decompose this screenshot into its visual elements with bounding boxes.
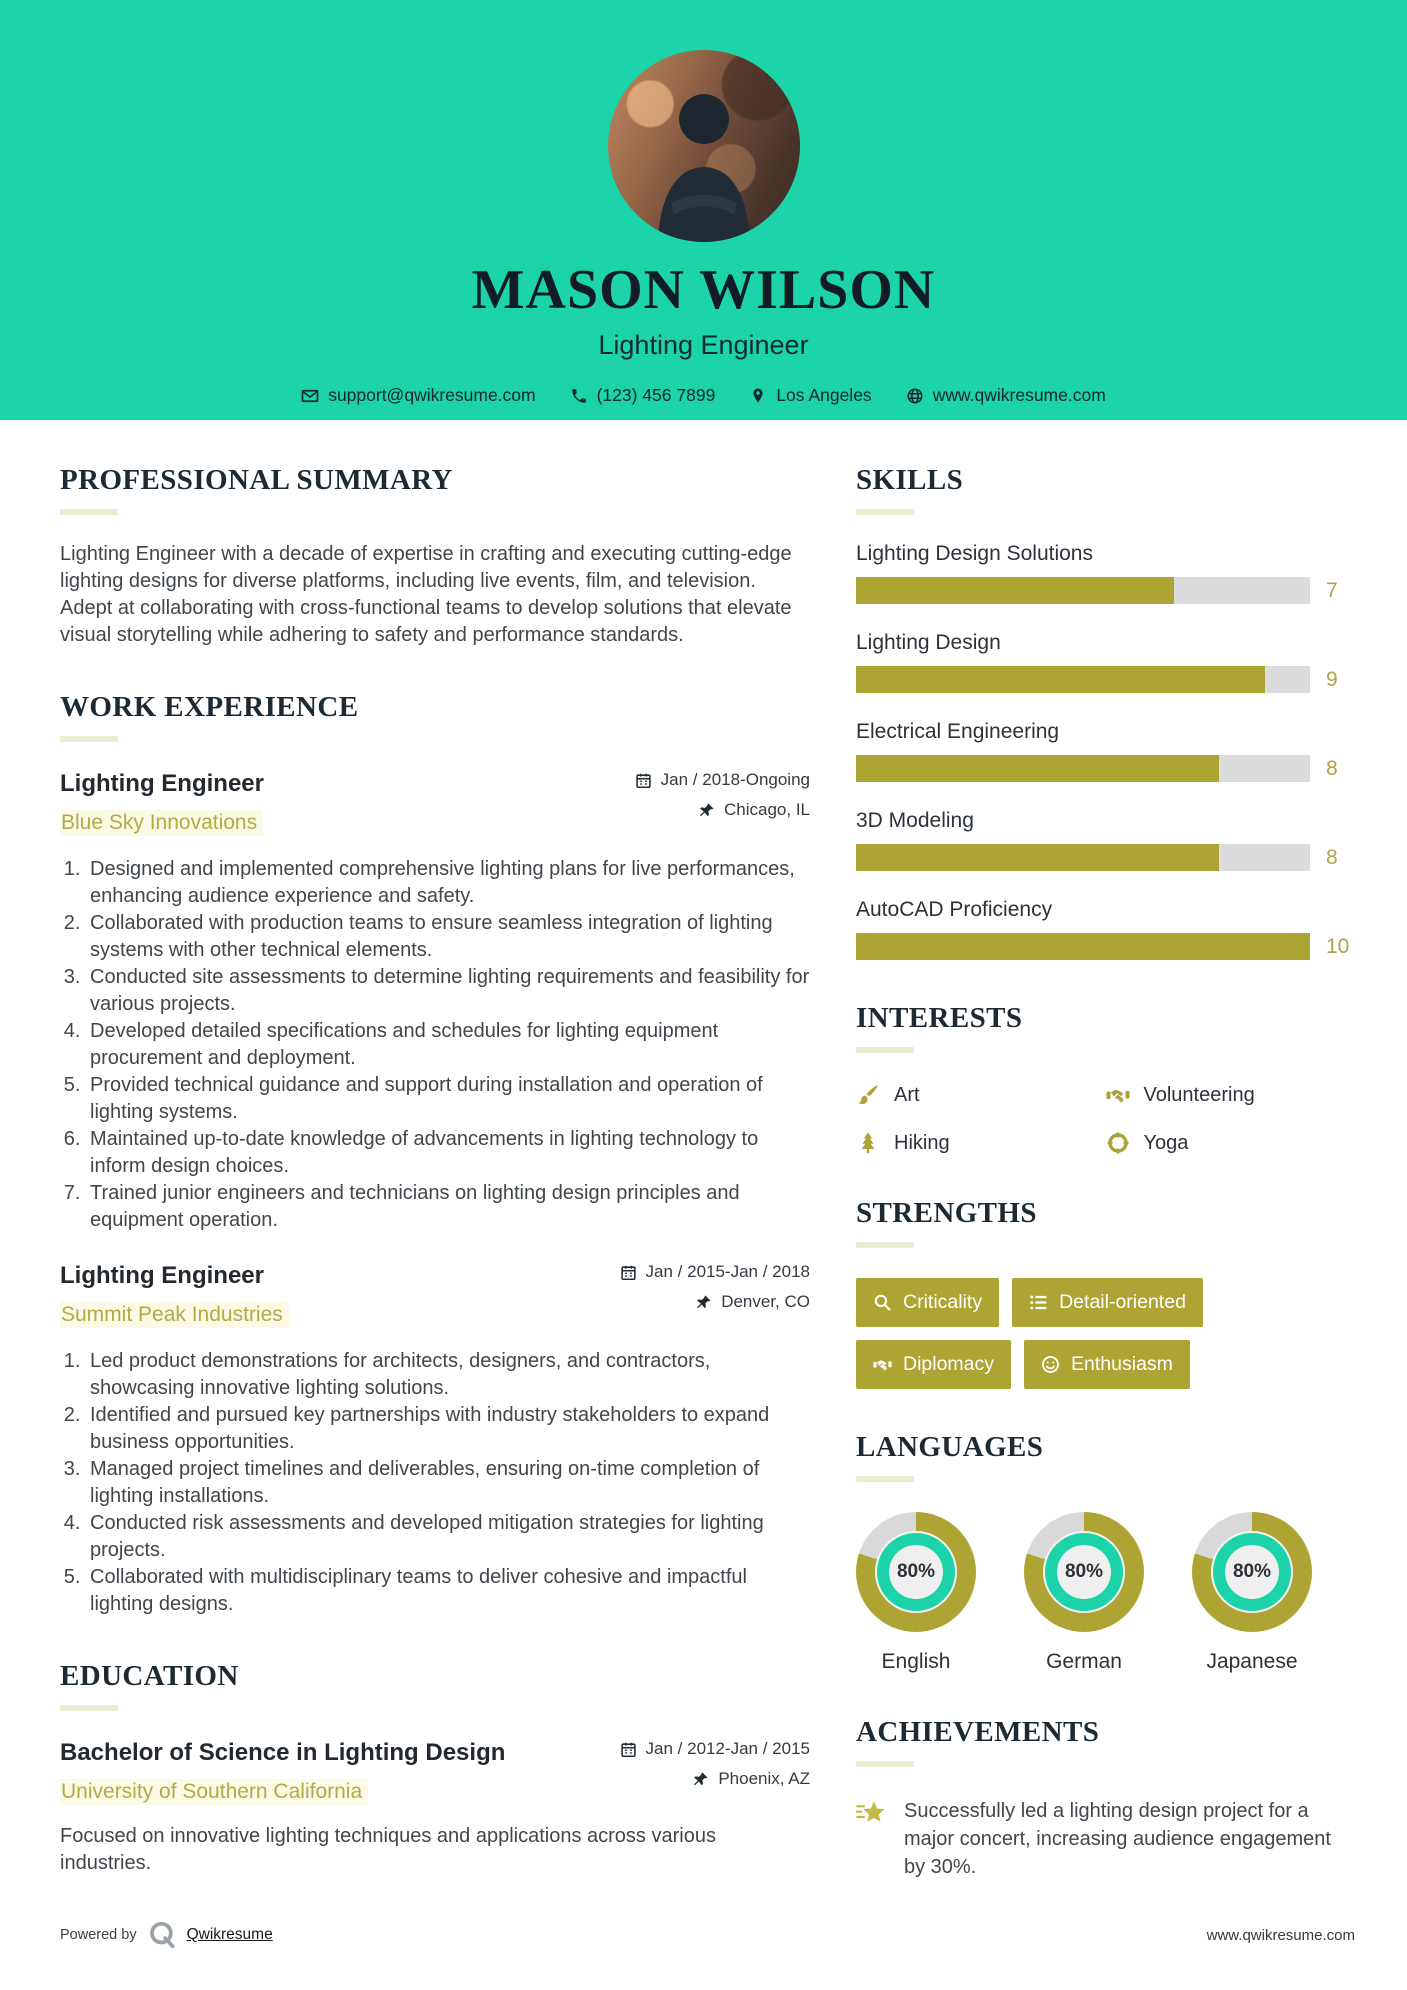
pushpin-icon	[695, 1294, 712, 1311]
pushpin-icon	[698, 802, 715, 819]
right-column	[856, 464, 1355, 1881]
phone-icon	[570, 387, 588, 405]
skills-list	[856, 542, 1355, 960]
strength-label: Enthusiasm	[1071, 1353, 1173, 1375]
footer	[60, 1920, 1355, 1950]
person-silhouette	[608, 50, 800, 242]
contact-text: Los Angeles	[776, 385, 872, 405]
skill-bar-fill	[856, 577, 1174, 604]
job-bullet: 1. Designed and implemented comprehensive lighting plans for live performances, enhancing audience experience and safety.	[86, 856, 810, 910]
contact-item[interactable]	[570, 385, 716, 406]
job-dates: Jan / 2018-Ongoing	[660, 770, 810, 789]
skills-section	[856, 464, 1355, 960]
interest-label: Yoga	[1143, 1131, 1189, 1154]
skill-bar-track	[856, 666, 1310, 693]
strength-label: Diplomacy	[903, 1353, 995, 1375]
languages-section	[856, 1431, 1355, 1674]
language-label: English	[881, 1650, 951, 1673]
summary-text: Lighting Engineer with a decade of expertise in crafting and executing cutting-edge lighting designs for diverse platforms, including live events, film, and television. Adept at collaborating with cross-functional teams to develop solutions that elevate visual storytelling while adhering to safety and performance standards.	[60, 543, 792, 646]
list-icon	[1029, 1293, 1048, 1312]
company-name: Summit Peak Industries	[60, 1302, 289, 1328]
section-heading: STRENGTHS	[856, 1197, 1037, 1229]
skill-bar-track	[856, 933, 1310, 960]
donut-inner-ring	[875, 1531, 957, 1613]
job-bullet: 2. Identified and pursued key partnerships with industry stakeholders to expand business opportunities.	[86, 1402, 810, 1456]
language-label: Japanese	[1206, 1650, 1298, 1673]
donut-inner-ring	[1043, 1531, 1125, 1613]
education-section	[60, 1660, 810, 1877]
job-bullet: 3. Managed project timelines and deliverables, ensuring on-time completion of lighting installations.	[86, 1456, 810, 1510]
handshake-icon	[873, 1355, 892, 1374]
interest-item	[1106, 1131, 1356, 1155]
job-bullet: 4. Developed detailed specifications and schedules for lighting equipment procurement and deployment.	[86, 1018, 810, 1072]
strength-badge	[856, 1340, 1011, 1389]
contact-item[interactable]	[749, 385, 871, 406]
job-bullet: 2. Collaborated with production teams to ensure seamless integration of lighting systems with other technical elements.	[86, 910, 810, 964]
job-bullet: 1. Led product demonstrations for architects, designers, and contractors, showcasing innovative lighting solutions.	[86, 1348, 810, 1402]
skill-bar-fill	[856, 844, 1219, 871]
job-dates: Jan / 2015-Jan / 2018	[645, 1262, 810, 1281]
heading-underline	[856, 509, 914, 515]
skill-item	[856, 542, 1355, 604]
skill-name: Electrical Engineering	[856, 720, 1060, 743]
skill-name: 3D Modeling	[856, 809, 974, 832]
job-location: Denver, CO	[721, 1292, 810, 1311]
candidate-title: Lighting Engineer	[598, 330, 809, 360]
job-bullet: 6. Maintained up-to-date knowledge of advancements in lighting technology to inform design choices.	[86, 1126, 810, 1180]
calendar-icon	[620, 1264, 637, 1281]
education-location: Phoenix, AZ	[718, 1769, 810, 1788]
language-item	[856, 1512, 976, 1674]
paintbrush-icon	[856, 1083, 880, 1107]
header	[0, 0, 1407, 420]
left-column	[60, 464, 810, 1881]
skill-value: 7	[1326, 578, 1338, 602]
globe-icon	[906, 387, 924, 405]
language-label: German	[1046, 1650, 1122, 1673]
experience-section	[60, 691, 810, 1618]
skill-name: Lighting Design Solutions	[856, 542, 1093, 565]
language-percent: 80%	[889, 1545, 943, 1599]
heading-underline	[856, 1242, 914, 1248]
calendar-icon	[635, 772, 652, 789]
heading-underline	[60, 509, 118, 515]
contact-text: www.qwikresume.com	[932, 385, 1106, 405]
skill-bar-fill	[856, 933, 1310, 960]
achievement-item	[856, 1797, 1355, 1881]
language-item	[1024, 1512, 1144, 1674]
skill-name: AutoCAD Proficiency	[856, 898, 1053, 921]
handshake-icon	[1106, 1083, 1130, 1107]
heading-underline	[856, 1761, 914, 1767]
skill-value: 8	[1326, 756, 1338, 780]
job-bullets	[60, 856, 810, 1234]
pushpin-icon	[692, 1771, 709, 1788]
calendar-icon	[620, 1741, 637, 1758]
interests-section	[856, 1002, 1355, 1155]
contact-text: support@qwikresume.com	[328, 385, 536, 405]
summary-section	[60, 464, 810, 649]
languages-list	[856, 1512, 1355, 1674]
strength-badge	[856, 1278, 999, 1327]
location-icon	[749, 387, 767, 405]
job-title: Lighting Engineer	[60, 1262, 264, 1289]
section-heading: INTERESTS	[856, 1002, 1023, 1034]
job-bullet: 4. Conducted risk assessments and developed mitigation strategies for lighting projects.	[86, 1510, 810, 1564]
job-entry	[60, 1262, 810, 1618]
interest-item	[856, 1131, 1106, 1155]
interests-list	[856, 1083, 1355, 1155]
skill-value: 8	[1326, 845, 1338, 869]
job-bullet: 3. Conducted site assessments to determine lighting requirements and feasibility for various projects.	[86, 964, 810, 1018]
skill-name: Lighting Design	[856, 631, 1001, 654]
section-heading: WORK EXPERIENCE	[60, 691, 359, 723]
section-heading: ACHIEVEMENTS	[856, 1716, 1100, 1748]
job-entry	[60, 770, 810, 1234]
footer-website: www.qwikresume.com	[1206, 1926, 1355, 1944]
language-donut-chart	[856, 1512, 976, 1632]
star-icon	[856, 1797, 888, 1829]
heading-underline	[60, 736, 118, 742]
strength-label: Detail-oriented	[1059, 1291, 1186, 1313]
language-donut-chart	[1192, 1512, 1312, 1632]
education-description: Focused on innovative lighting techniques and applications across various industries.	[60, 1825, 716, 1874]
interest-label: Volunteering	[1143, 1083, 1255, 1106]
smiley-icon	[1041, 1355, 1060, 1374]
job-meta	[635, 770, 810, 830]
company-name: Blue Sky Innovations	[60, 810, 263, 836]
degree-title: Bachelor of Science in Lighting Design	[60, 1739, 506, 1766]
strength-label: Criticality	[903, 1291, 983, 1313]
education-entry	[60, 1739, 810, 1877]
skill-value: 10	[1326, 934, 1350, 958]
job-meta	[620, 1262, 810, 1322]
donut-inner-ring	[1211, 1531, 1293, 1613]
language-percent: 80%	[1057, 1545, 1111, 1599]
candidate-name: MASON WILSON	[471, 259, 936, 321]
tree-icon	[856, 1131, 880, 1155]
interest-label: Art	[894, 1083, 920, 1106]
magnifier-icon	[873, 1293, 892, 1312]
language-item	[1192, 1512, 1312, 1674]
skill-item	[856, 898, 1355, 960]
heading-underline	[856, 1476, 914, 1482]
section-heading: EDUCATION	[60, 1660, 239, 1692]
job-title: Lighting Engineer	[60, 770, 264, 797]
interest-item	[856, 1083, 1106, 1107]
school-name: University of Southern California	[60, 1779, 368, 1805]
language-donut-chart	[1024, 1512, 1144, 1632]
strengths-section	[856, 1197, 1355, 1389]
contact-text: (123) 456 7899	[596, 385, 716, 405]
skill-bar-fill	[856, 666, 1265, 693]
skill-bar-track	[856, 844, 1310, 871]
interest-item	[1106, 1083, 1356, 1107]
skill-bar-track	[856, 577, 1310, 604]
skill-item	[856, 720, 1355, 782]
section-heading: PROFESSIONAL SUMMARY	[60, 464, 453, 496]
qwikresume-link[interactable]: Qwikresume	[186, 1926, 273, 1943]
contact-row	[301, 385, 1106, 406]
achievements-section	[856, 1716, 1355, 1881]
language-percent: 80%	[1225, 1545, 1279, 1599]
strength-badge	[1012, 1278, 1203, 1327]
job-bullet: 5. Collaborated with multidisciplinary teams to deliver cohesive and impactful lighting designs.	[86, 1564, 810, 1618]
contact-item[interactable]	[301, 385, 535, 406]
education-dates: Jan / 2012-Jan / 2015	[645, 1739, 810, 1758]
heading-underline	[856, 1047, 914, 1053]
job-bullets	[60, 1348, 810, 1618]
interest-label: Hiking	[894, 1131, 950, 1154]
education-meta	[620, 1739, 810, 1799]
achievement-text: Successfully led a lighting design project for a major concert, increasing audience engagement by 30%.	[904, 1800, 1331, 1878]
job-bullet: 5. Provided technical guidance and support during installation and operation of lighting systems.	[86, 1072, 810, 1126]
skill-value: 9	[1326, 667, 1338, 691]
skill-item	[856, 631, 1355, 693]
contact-item[interactable]	[906, 385, 1106, 406]
profile-photo	[608, 50, 800, 242]
achievements-list	[856, 1797, 1355, 1881]
skill-bar-track	[856, 755, 1310, 782]
section-heading: LANGUAGES	[856, 1431, 1044, 1463]
strengths-list	[856, 1278, 1355, 1389]
job-bullet: 7. Trained junior engineers and technicians on lighting design principles and equipment operation.	[86, 1180, 810, 1234]
lifebuoy-icon	[1106, 1131, 1130, 1155]
main-content	[0, 420, 1407, 1881]
heading-underline	[60, 1705, 118, 1711]
section-heading: SKILLS	[856, 464, 964, 496]
qwikresume-logo-icon	[147, 1920, 177, 1950]
email-icon	[301, 387, 319, 405]
job-location: Chicago, IL	[724, 800, 810, 819]
skill-bar-fill	[856, 755, 1219, 782]
skill-item	[856, 809, 1355, 871]
strength-badge	[1024, 1340, 1190, 1389]
powered-by-label: Powered by	[60, 1927, 137, 1943]
